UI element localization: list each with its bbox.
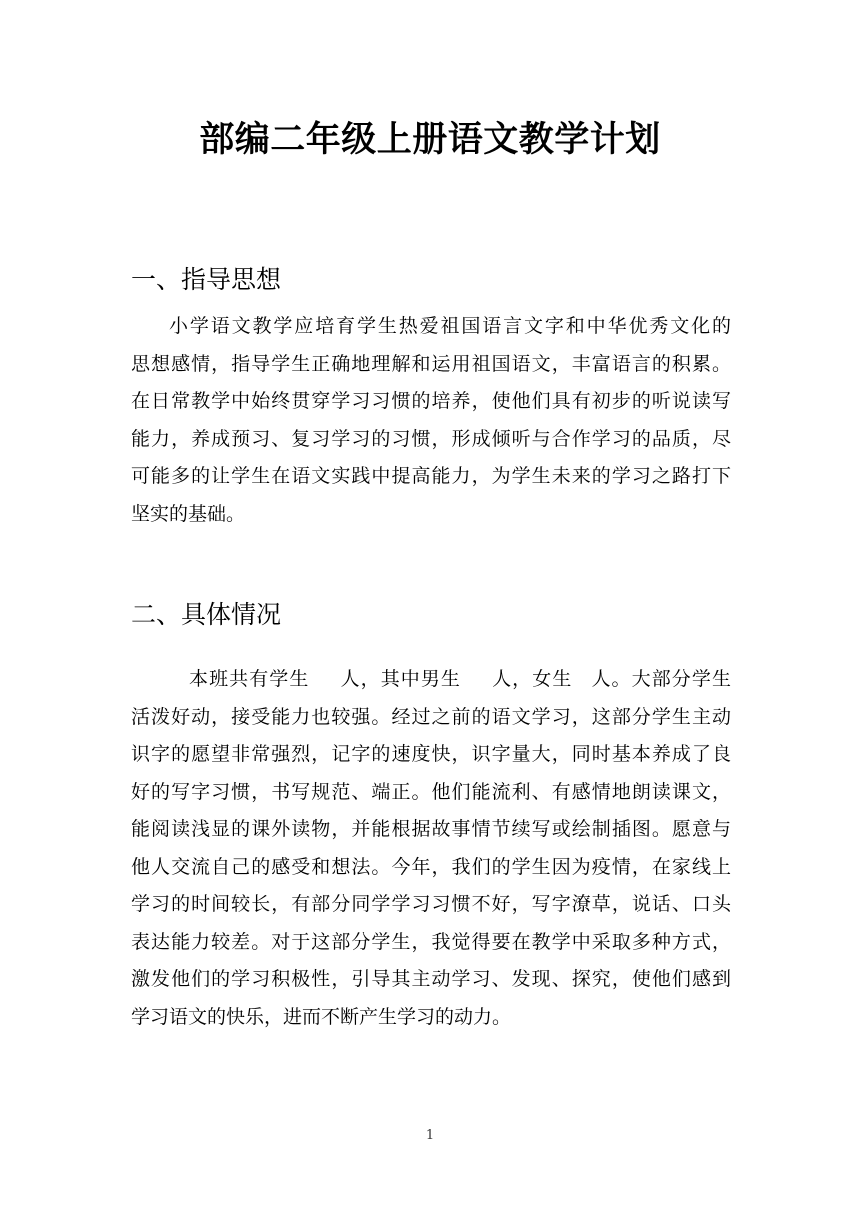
paragraph-line: 激发他们的学习积极性，引导其主动学习、发现、探究，使他们感到 [131,968,731,990]
paragraph-line: 他人交流自己的感受和想法。今年，我们的学生因为疫情，在家线上 [131,855,731,878]
paragraph-line: 在日常教学中始终贯穿学习习惯的培养，使他们具有初步的听说读写 [131,390,731,412]
paragraph-line: 坚实的基础。 [131,502,246,525]
page-number: 1 [425,1128,435,1143]
paragraph-line: 表达能力较差。对于这部分学生，我觉得要在教学中采取多种方式， [131,930,731,953]
document-title: 部编二年级上册语文教学计划 [199,120,661,160]
text-fragment: 人。大部分学生 [590,668,731,690]
text-fragment: 本班共有学生 [189,668,310,690]
paragraph-line: 活泼好动，接受能力也较强。经过之前的语文学习，这部分学生主动 [131,705,731,728]
paragraph-line: 好的写字习惯，书写规范、端正。他们能流利、有感情地朗读课文， [131,780,731,803]
section-heading-specific-situation: 二、具体情况 [131,600,282,629]
paragraph-line: 可能多的让学生在语文实践中提高能力，为学生未来的学习之路打下 [131,465,731,487]
paragraph-specific-situation [131,661,731,1036]
paragraph-guiding-ideology [131,308,731,533]
paragraph-line: 能力，养成预习、复习学习的习惯，形成倾听与合作学习的品质，尽 [131,427,731,450]
text-fragment: 人，其中男生 [339,668,462,690]
section-heading-guiding-ideology: 一、指导思想 [131,265,282,294]
text-fragment: 人，女生 [491,668,573,690]
paragraph-line: 学习语文的快乐，进而不断产生学习的动力。 [131,1005,512,1028]
paragraph-line: 小学语文教学应培育学生热爱祖国语言文字和中华优秀文化的 [169,315,731,337]
paragraph-first-line [131,661,731,699]
paragraph-line: 识字的愿望非常强烈，记字的速度快，识字量大，同时基本养成了良 [131,743,731,765]
paragraph-line: 能阅读浅显的课外读物，并能根据故事情节续写或绘制插图。愿意与 [131,818,731,840]
paragraph-line: 思想感情，指导学生正确地理解和运用祖国语文，丰富语言的积累。 [131,352,731,375]
paragraph-line: 学习的时间较长，有部分同学学习习惯不好，写字潦草，说话、口头 [131,893,731,915]
